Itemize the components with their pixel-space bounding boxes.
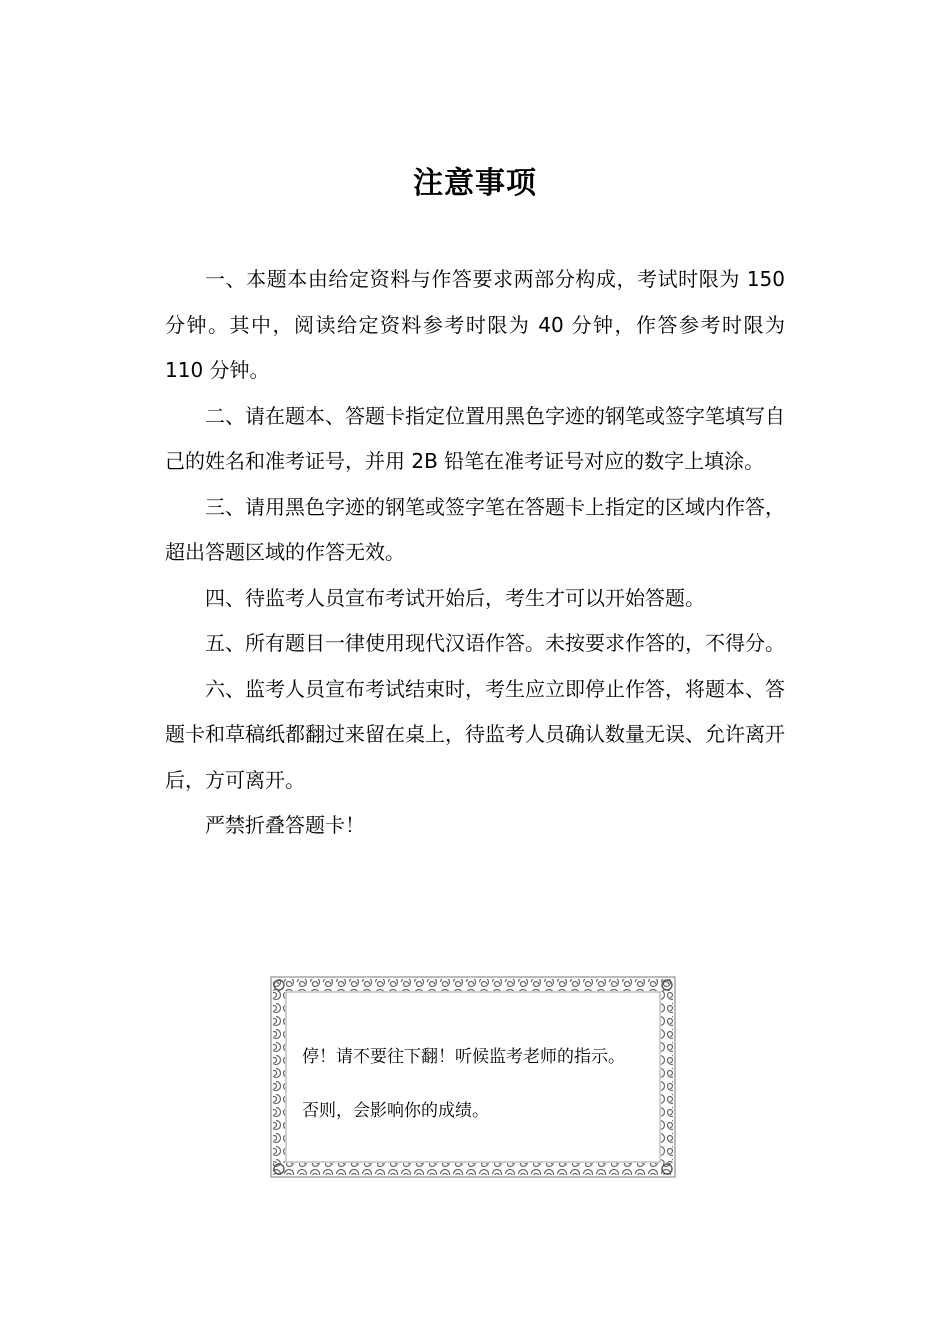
no-folding-warning: 严禁折叠答题卡！: [205, 813, 365, 837]
instruction-4: 四、待监考人员宣布考试开始后，考生才可以开始答题。: [205, 585, 705, 610]
stop-notice-line-2: 否则，会影响你的成绩。: [302, 1101, 489, 1121]
page-title: 注意事项: [413, 166, 537, 201]
instruction-3: 三、请用黑色字迹的钢笔或签字笔在答题卡上指定的区域内作答，超出答题区域的作答无效。: [165, 494, 785, 564]
stop-notice-box: [270, 976, 676, 1178]
stop-notice-line-1: 停！请不要往下翻！听候监考老师的指示。: [302, 1047, 625, 1067]
instruction-2: 二、请在题本、答题卡指定位置用黑色字迹的钢笔或签字笔填写自己的姓名和准考证号，并用 2B 铅笔在准考证号对应的数字上填涂。: [165, 403, 785, 473]
instructions-list: [165, 257, 785, 849]
instruction-6: 六、监考人员宣布考试结束时，考生应立即停止作答，将题本、答题卡和草稿纸都翻过来留在桌上，待监考人员确认数量无误、允许离开后，方可离开。: [165, 676, 785, 792]
instruction-5: 五、所有题目一律使用现代汉语作答。未按要求作答的，不得分。: [205, 631, 785, 655]
ornamental-border-icon: [270, 976, 676, 1178]
instruction-1: 一、本题本由给定资料与作答要求两部分构成，考试时限为 150 分钟。其中，阅读给定资料参考时限为 40 分钟，作答参考时限为 110 分钟。: [165, 267, 785, 382]
